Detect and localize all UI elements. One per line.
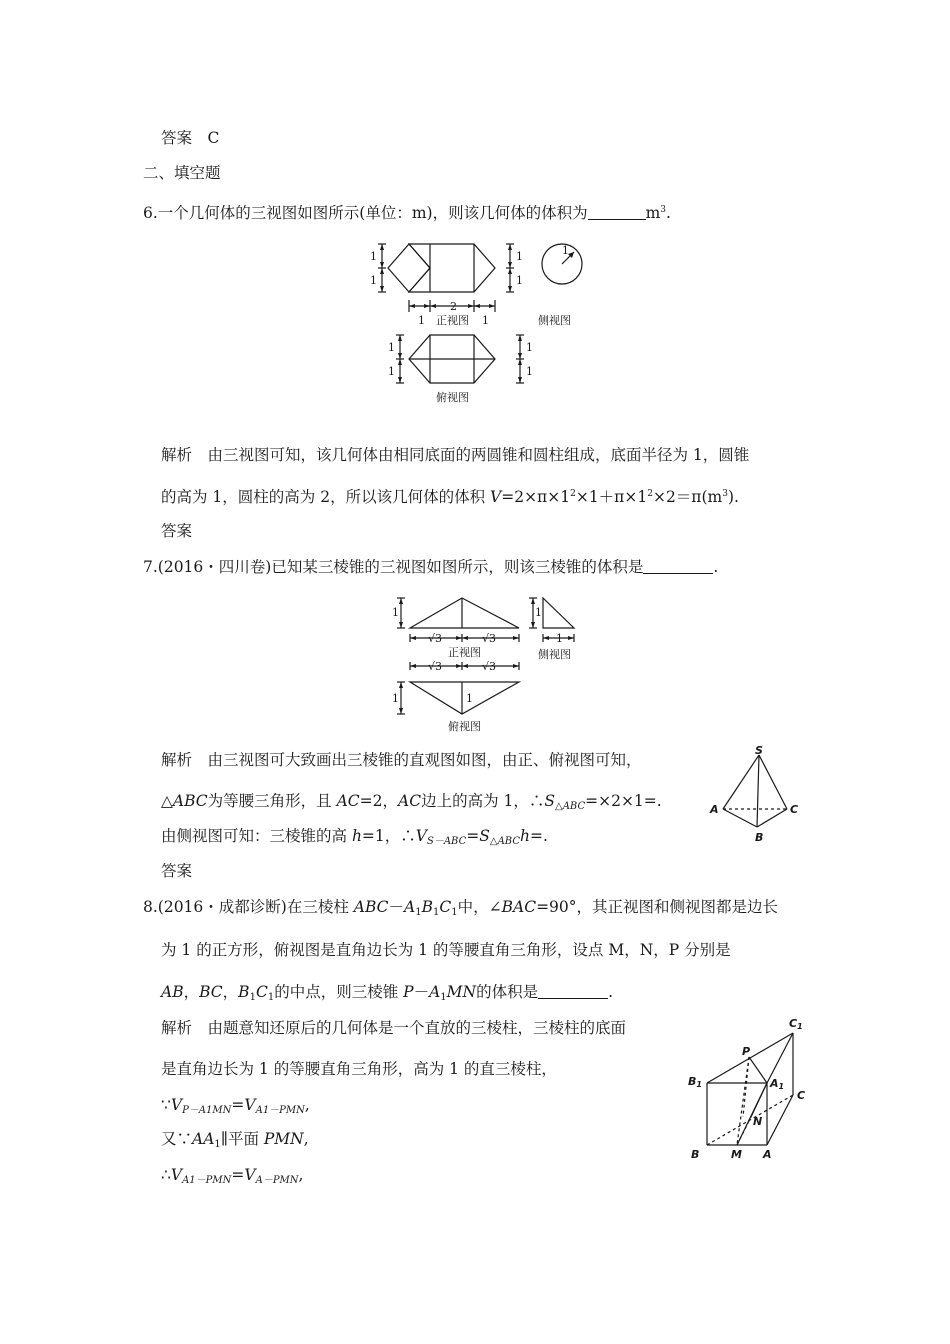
- q6-front-caption: 正视图: [436, 314, 469, 327]
- q7-dim-label: 1: [535, 606, 542, 619]
- q7-three-view-figure: [392, 594, 592, 734]
- q8-analysis-line4: 又$\because AA_1\parallel$平面 PMN,: [161, 1130, 309, 1150]
- q7-dim-label: √3: [482, 660, 497, 673]
- q6-dim-label: 1: [526, 341, 533, 354]
- point-label-c: C: [797, 1089, 806, 1102]
- q7-side-view-shape: [543, 598, 574, 628]
- q6-dim-label: 1: [370, 250, 377, 263]
- q8-answer-blank: [538, 984, 608, 999]
- q8-analysis-line3: $\because V_{P-A1MN}=V_{A1-PMN}$,: [161, 1096, 310, 1116]
- point-label-b: B: [755, 831, 764, 844]
- q7-dim-label: √3: [482, 632, 497, 645]
- point-label-c: C: [790, 803, 799, 816]
- point-label-m: M: [731, 1148, 742, 1161]
- point-label-b1: B1: [688, 1075, 702, 1089]
- q7-top-view-shape: [410, 682, 519, 714]
- q8-question-line1: 8.(2016・成都诊断)在三棱柱 $ABC-A_1B_1C_1$中，∠BAC=90°，其正视图和侧视图都是边长: [143, 898, 779, 918]
- q6-dim-label: 1: [370, 274, 377, 287]
- q7-dim-label: √3: [428, 660, 443, 673]
- q8-analysis-line2: 是直角边长为 1 的等腰直角三角形，高为 1 的直三棱柱，: [161, 1060, 557, 1078]
- point-label-p: P: [742, 1045, 751, 1058]
- q7-analysis-line2: △ABC为等腰三角形，且 AC=2，AC边上的高为 1，$\therefore S_{\triangle ABC}=\times 2\times 1=$.: [161, 792, 662, 812]
- q8-analysis-line1: 解析 由题意知还原后的几何体是一个直放的三棱柱，三棱柱的底面: [161, 1019, 627, 1037]
- q7-dim-label: √3: [428, 632, 443, 645]
- q8-prism-figure: [685, 1015, 815, 1165]
- q8-analysis-line5: $\therefore V_{A1-PMN}=V_{A-PMN}$,: [161, 1166, 304, 1186]
- q7-analysis-line3: 由侧视图可知：三棱锥的高 h=1，$\therefore V_{S-ABC}=S_{\triangle ABC}h=$.: [161, 827, 548, 847]
- q6-analysis-line1: 解析 由三视图可知，该几何体由相同底面的两圆锥和圆柱组成，底面半径为 1，圆锥: [161, 446, 750, 464]
- q6-dim-label: 2: [450, 300, 457, 313]
- point-label-b: B: [691, 1148, 700, 1161]
- q7-answer-blank: [643, 559, 713, 574]
- q7-pyramid-figure: [705, 745, 805, 845]
- q6-dim-label: 1: [482, 314, 489, 327]
- point-label-n: N: [753, 1115, 763, 1128]
- q8-question-line3: AB，BC，$B_1C_1$的中点，则三棱锥 $P-A_1MN$的体积是 .: [161, 983, 614, 1003]
- q6-dim-label: 1: [388, 341, 395, 354]
- q6-side-caption: 侧视图: [538, 314, 571, 327]
- q7-front-view-shape: [410, 598, 519, 628]
- q7-dim-label: 1: [556, 632, 563, 645]
- q7-dim-label: 1: [392, 606, 399, 619]
- q6-dim-label: 1: [388, 365, 395, 378]
- q6-three-view-figure: [370, 236, 610, 411]
- q6-dim-label: 1: [516, 274, 523, 287]
- q6-answer-blank: [588, 205, 646, 220]
- q7-dim-label: 1: [392, 692, 399, 705]
- q6-front-view-shape: [388, 244, 430, 292]
- point-label-a: A: [763, 1148, 772, 1161]
- q7-top-caption: 俯视图: [448, 720, 481, 733]
- q7-side-caption: 侧视图: [538, 648, 571, 661]
- q7-question: 7.(2016・四川卷)已知某三棱锥的三视图如图所示，则该三棱锥的体积是 .: [143, 558, 719, 576]
- q6-dim-label: 1: [418, 314, 425, 327]
- q7-front-caption: 正视图: [448, 646, 481, 659]
- point-label-s: S: [755, 744, 763, 757]
- q6-question: 6.一个几何体的三视图如图所示(单位：m)，则该几何体的体积为 $m^3$.: [143, 204, 671, 222]
- q6-analysis-line2: 的高为 1，圆柱的高为 2，所以该几何体的体积 $V=2\times\pi\times 1^2\times 1+\pi\times 1^2\times 2=\pi(m^3)$.: [161, 488, 739, 506]
- q6-top-caption: 俯视图: [436, 391, 469, 404]
- point-label-c1: C1: [789, 1017, 803, 1031]
- q6-answer: 答案: [161, 522, 193, 540]
- q7-analysis-line1: 解析 由三视图可大致画出三棱锥的直观图如图，由正、俯视图可知，: [161, 751, 642, 769]
- answer-c: 答案 C: [161, 129, 220, 147]
- q6-dim-label: 1: [526, 365, 533, 378]
- q7-dim-label: 1: [466, 692, 473, 705]
- section-title: 二、填空题: [143, 164, 221, 182]
- q6-dim-label: 1: [516, 250, 523, 263]
- point-label-a1: A1: [770, 1077, 785, 1091]
- point-label-a: A: [710, 803, 719, 816]
- q6-radius-label: 1: [562, 244, 569, 257]
- q8-question-line2: 为 1 的正方形，俯视图是直角边长为 1 的等腰直角三角形，设点 M，N，P 分别是: [161, 941, 731, 959]
- q7-answer: 答案: [161, 862, 193, 880]
